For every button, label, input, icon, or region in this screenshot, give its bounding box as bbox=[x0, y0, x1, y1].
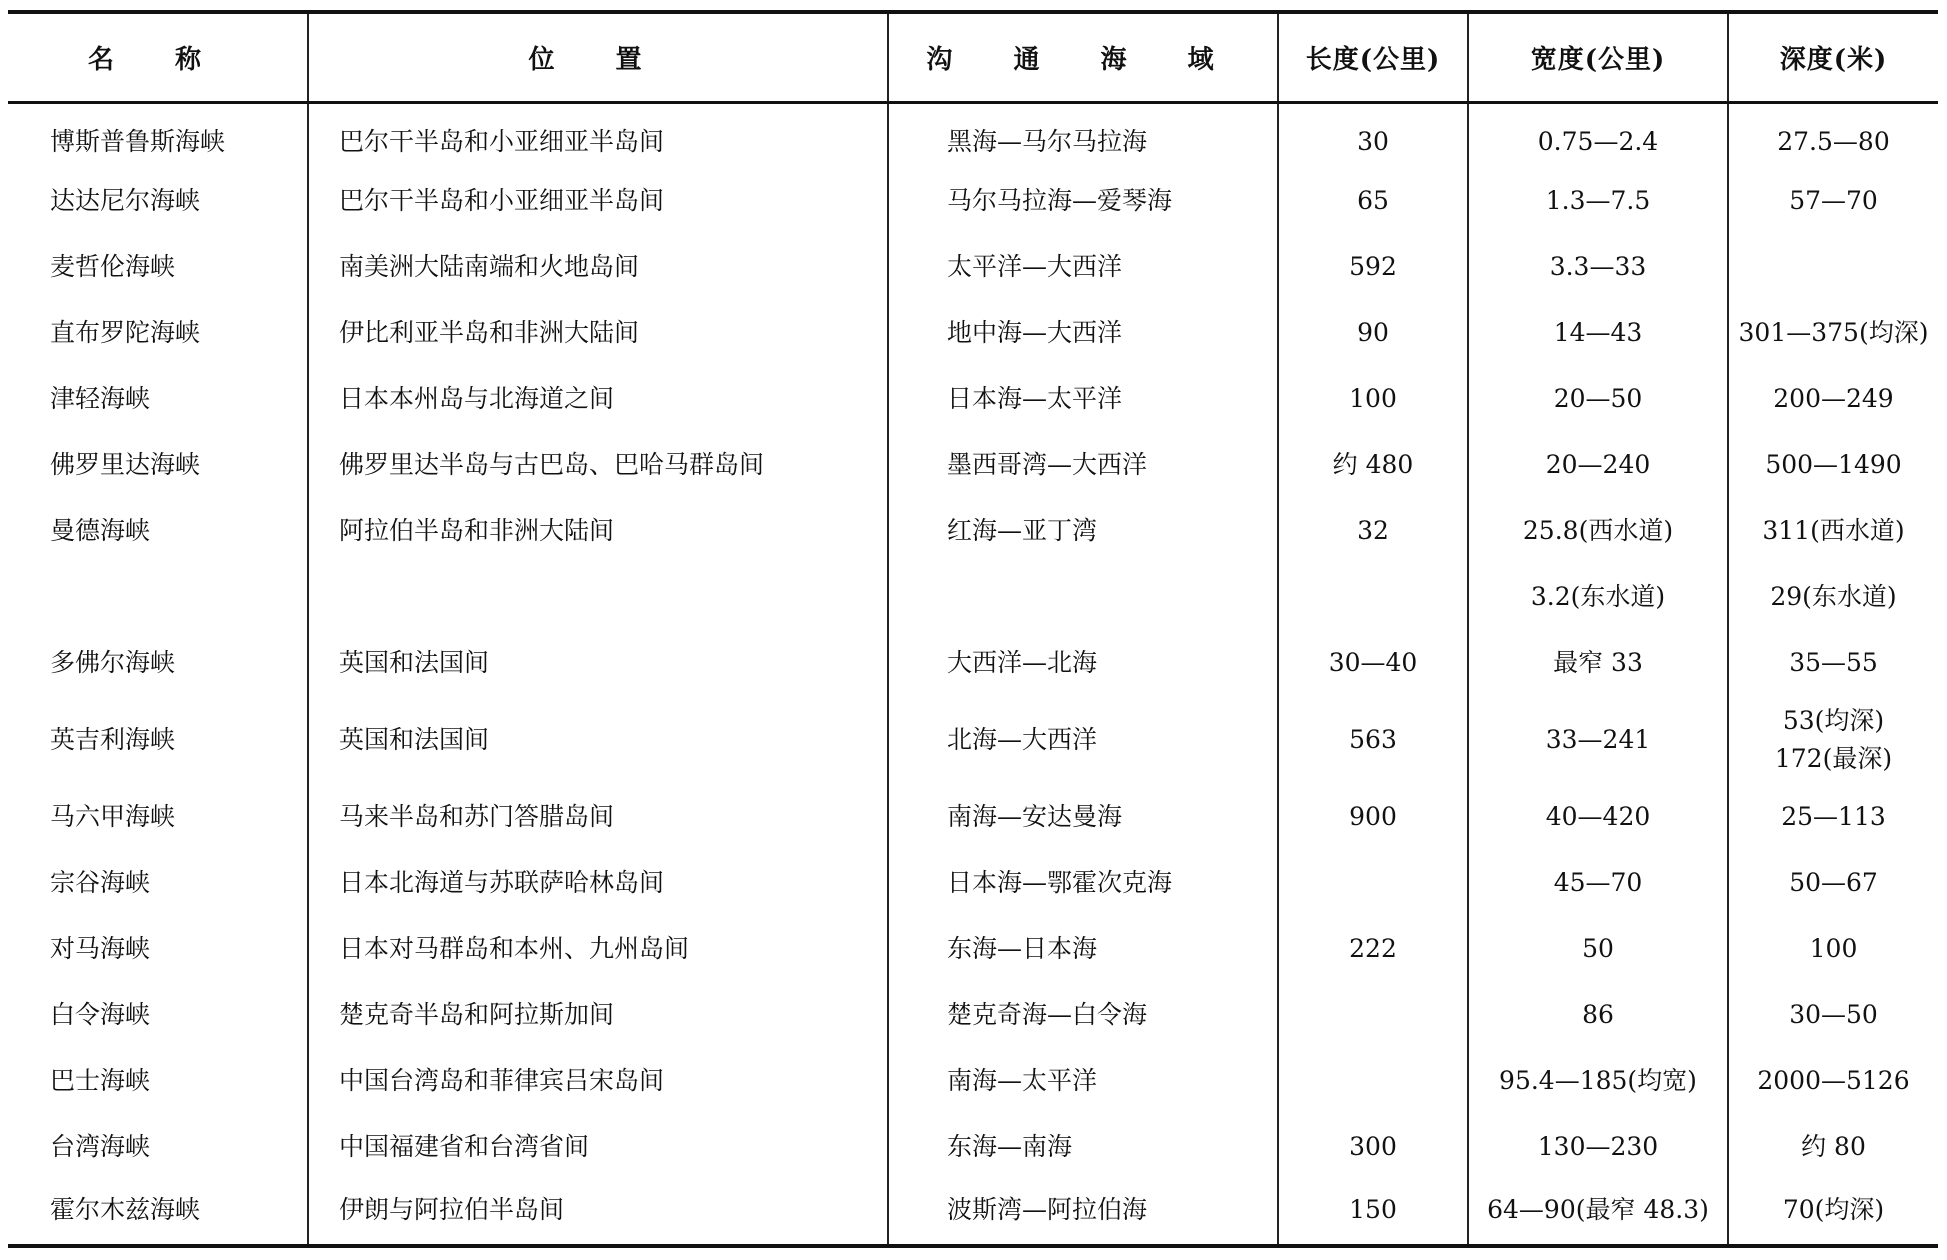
table-row bbox=[8, 630, 1938, 696]
cell-name: 白令海峡 bbox=[8, 982, 308, 1048]
cell-width bbox=[1468, 784, 1728, 850]
table-row bbox=[8, 432, 1938, 498]
cell-width bbox=[1468, 168, 1728, 234]
header-width: 宽度(公里) bbox=[1468, 12, 1728, 102]
cell-name: 巴士海峡 bbox=[8, 1048, 308, 1114]
cell-depth bbox=[1728, 916, 1938, 982]
cell-length bbox=[1278, 1048, 1468, 1114]
cell-depth bbox=[1728, 234, 1938, 300]
cell-depth bbox=[1728, 102, 1938, 168]
cell-depth bbox=[1728, 564, 1938, 630]
cell-position: 巴尔干半岛和小亚细亚半岛间 bbox=[308, 168, 888, 234]
cell-depth-line: 27.5—80 bbox=[1777, 126, 1890, 156]
cell-depth-line: 50—67 bbox=[1789, 868, 1878, 897]
cell-width-line: 86 bbox=[1582, 1000, 1614, 1029]
cell-width bbox=[1468, 498, 1728, 564]
cell-depth-line: 100 bbox=[1809, 934, 1858, 963]
cell-connects: 日本海—太平洋 bbox=[888, 366, 1278, 432]
table-row bbox=[8, 696, 1938, 784]
cell-name: 宗谷海峡 bbox=[8, 850, 308, 916]
table-row bbox=[8, 498, 1938, 564]
cell-length bbox=[1278, 982, 1468, 1048]
cell-depth bbox=[1728, 1048, 1938, 1114]
cell-name: 直布罗陀海峡 bbox=[8, 300, 308, 366]
cell-length: 592 bbox=[1278, 234, 1468, 300]
cell-connects: 南海—安达曼海 bbox=[888, 784, 1278, 850]
cell-length: 300 bbox=[1278, 1114, 1468, 1180]
cell-depth-line: 25—113 bbox=[1781, 802, 1886, 831]
cell-depth-line: 35—55 bbox=[1789, 648, 1878, 677]
cell-name: 佛罗里达海峡 bbox=[8, 432, 308, 498]
cell-length: 150 bbox=[1278, 1180, 1468, 1246]
cell-width bbox=[1468, 300, 1728, 366]
cell-depth bbox=[1728, 498, 1938, 564]
cell-width-line: 64—90(最窄 48.3) bbox=[1487, 1195, 1709, 1224]
cell-connects: 东海—日本海 bbox=[888, 916, 1278, 982]
cell-position: 中国台湾岛和菲律宾吕宋岛间 bbox=[308, 1048, 888, 1114]
cell-connects: 地中海—大西洋 bbox=[888, 300, 1278, 366]
cell-depth bbox=[1728, 630, 1938, 696]
header-connects: 沟 通 海 域 bbox=[888, 12, 1278, 102]
table-header bbox=[8, 12, 1938, 102]
cell-depth bbox=[1728, 432, 1938, 498]
cell-connects: 墨西哥湾—大西洋 bbox=[888, 432, 1278, 498]
cell-width bbox=[1468, 234, 1728, 300]
cell-length: 32 bbox=[1278, 498, 1468, 564]
cell-width bbox=[1468, 102, 1728, 168]
cell-name bbox=[8, 564, 308, 630]
cell-depth-line: 约 80 bbox=[1801, 1132, 1866, 1161]
cell-length: 100 bbox=[1278, 366, 1468, 432]
cell-depth-line: 30—50 bbox=[1789, 1000, 1878, 1029]
cell-depth bbox=[1728, 784, 1938, 850]
cell-connects: 大西洋—北海 bbox=[888, 630, 1278, 696]
cell-position: 英国和法国间 bbox=[308, 696, 888, 784]
table-row bbox=[8, 168, 1938, 234]
cell-depth bbox=[1728, 1114, 1938, 1180]
table-body bbox=[8, 102, 1938, 1246]
cell-name: 博斯普鲁斯海峡 bbox=[8, 102, 308, 168]
cell-width-line: 45—70 bbox=[1553, 868, 1643, 897]
straits-table-page bbox=[8, 10, 1938, 1248]
cell-width-line: 20—50 bbox=[1553, 384, 1643, 413]
cell-name: 曼德海峡 bbox=[8, 498, 308, 564]
cell-name: 台湾海峡 bbox=[8, 1114, 308, 1180]
cell-width-line: 3.3—33 bbox=[1549, 252, 1647, 281]
cell-connects: 波斯湾—阿拉伯海 bbox=[888, 1180, 1278, 1246]
cell-depth-line: 311(西水道) bbox=[1762, 516, 1905, 545]
cell-width-line: 1.3—7.5 bbox=[1545, 186, 1651, 215]
cell-connects: 太平洋—大西洋 bbox=[888, 234, 1278, 300]
cell-length: 900 bbox=[1278, 784, 1468, 850]
cell-depth-line: 70(均深) bbox=[1782, 1195, 1885, 1224]
cell-connects: 南海—太平洋 bbox=[888, 1048, 1278, 1114]
cell-position: 日本北海道与苏联萨哈林岛间 bbox=[308, 850, 888, 916]
cell-width bbox=[1468, 850, 1728, 916]
table-row bbox=[8, 850, 1938, 916]
cell-depth bbox=[1728, 982, 1938, 1048]
cell-position bbox=[308, 564, 888, 630]
cell-depth bbox=[1728, 850, 1938, 916]
cell-name: 多佛尔海峡 bbox=[8, 630, 308, 696]
cell-width-line: 95.4—185(均宽) bbox=[1499, 1066, 1697, 1095]
cell-position: 佛罗里达半岛与古巴岛、巴哈马群岛间 bbox=[308, 432, 888, 498]
cell-name: 马六甲海峡 bbox=[8, 784, 308, 850]
cell-width-line: 0.75—2.4 bbox=[1537, 126, 1659, 156]
cell-length: 65 bbox=[1278, 168, 1468, 234]
cell-depth bbox=[1728, 696, 1938, 784]
table-row bbox=[8, 982, 1938, 1048]
table-row bbox=[8, 366, 1938, 432]
cell-connects: 红海—亚丁湾 bbox=[888, 498, 1278, 564]
table-row bbox=[8, 916, 1938, 982]
cell-name: 麦哲伦海峡 bbox=[8, 234, 308, 300]
cell-name: 英吉利海峡 bbox=[8, 696, 308, 784]
cell-length: 90 bbox=[1278, 300, 1468, 366]
cell-width bbox=[1468, 432, 1728, 498]
cell-connects: 北海—大西洋 bbox=[888, 696, 1278, 784]
cell-width-line: 20—240 bbox=[1545, 450, 1651, 479]
table-row bbox=[8, 1048, 1938, 1114]
cell-width-line: 33—241 bbox=[1545, 725, 1651, 754]
cell-position: 巴尔干半岛和小亚细亚半岛间 bbox=[308, 102, 888, 168]
cell-width bbox=[1468, 916, 1728, 982]
header-row bbox=[8, 12, 1938, 102]
cell-width bbox=[1468, 1048, 1728, 1114]
cell-depth-line: 57—70 bbox=[1789, 186, 1878, 215]
cell-depth bbox=[1728, 300, 1938, 366]
cell-depth-line: 172(最深) bbox=[1774, 744, 1893, 773]
header-name: 名 称 bbox=[8, 12, 308, 102]
cell-width-line: 40—420 bbox=[1545, 802, 1651, 831]
cell-length: 563 bbox=[1278, 696, 1468, 784]
cell-length: 约 480 bbox=[1278, 432, 1468, 498]
cell-name: 津轻海峡 bbox=[8, 366, 308, 432]
table-row bbox=[8, 564, 1938, 630]
cell-depth bbox=[1728, 1180, 1938, 1246]
cell-position: 南美洲大陆南端和火地岛间 bbox=[308, 234, 888, 300]
cell-width-line: 130—230 bbox=[1537, 1132, 1659, 1161]
cell-position: 马来半岛和苏门答腊岛间 bbox=[308, 784, 888, 850]
cell-position: 伊朗与阿拉伯半岛间 bbox=[308, 1180, 888, 1246]
cell-width bbox=[1468, 1114, 1728, 1180]
table-row bbox=[8, 234, 1938, 300]
straits-table bbox=[8, 10, 1938, 1248]
cell-width-line: 14—43 bbox=[1553, 318, 1643, 347]
table-row bbox=[8, 102, 1938, 168]
table-row bbox=[8, 300, 1938, 366]
cell-connects: 黑海—马尔马拉海 bbox=[888, 102, 1278, 168]
cell-length: 30—40 bbox=[1278, 630, 1468, 696]
cell-width bbox=[1468, 982, 1728, 1048]
cell-length bbox=[1278, 564, 1468, 630]
cell-name: 对马海峡 bbox=[8, 916, 308, 982]
cell-depth-line: 200—249 bbox=[1773, 384, 1894, 413]
cell-depth-line: 53(均深) bbox=[1782, 706, 1885, 735]
header-length: 长度(公里) bbox=[1278, 12, 1468, 102]
cell-connects: 东海—南海 bbox=[888, 1114, 1278, 1180]
cell-depth bbox=[1728, 366, 1938, 432]
cell-position: 日本本州岛与北海道之间 bbox=[308, 366, 888, 432]
cell-depth-line: 500—1490 bbox=[1765, 450, 1902, 479]
cell-width-line: 最窄 33 bbox=[1553, 648, 1643, 677]
table-row bbox=[8, 784, 1938, 850]
cell-width bbox=[1468, 564, 1728, 630]
cell-width-line: 25.8(西水道) bbox=[1522, 516, 1674, 545]
cell-name: 达达尼尔海峡 bbox=[8, 168, 308, 234]
cell-width bbox=[1468, 630, 1728, 696]
cell-connects bbox=[888, 564, 1278, 630]
table-row bbox=[8, 1114, 1938, 1180]
cell-connects: 楚克奇海—白令海 bbox=[888, 982, 1278, 1048]
cell-name: 霍尔木兹海峡 bbox=[8, 1180, 308, 1246]
cell-length: 30 bbox=[1278, 102, 1468, 168]
cell-position: 楚克奇半岛和阿拉斯加间 bbox=[308, 982, 888, 1048]
cell-connects: 日本海—鄂霍次克海 bbox=[888, 850, 1278, 916]
header-depth: 深度(米) bbox=[1728, 12, 1938, 102]
cell-depth-line: 2000—5126 bbox=[1757, 1066, 1910, 1095]
cell-depth bbox=[1728, 168, 1938, 234]
cell-position: 日本对马群岛和本州、九州岛间 bbox=[308, 916, 888, 982]
cell-position: 阿拉伯半岛和非洲大陆间 bbox=[308, 498, 888, 564]
cell-width bbox=[1468, 366, 1728, 432]
header-position: 位 置 bbox=[308, 12, 888, 102]
cell-width-line: 3.2(东水道) bbox=[1530, 582, 1666, 611]
cell-width-line: 50 bbox=[1582, 934, 1614, 963]
cell-position: 英国和法国间 bbox=[308, 630, 888, 696]
cell-depth-line: 29(东水道) bbox=[1770, 582, 1897, 611]
cell-width bbox=[1468, 696, 1728, 784]
cell-depth-line: 301—375(均深) bbox=[1738, 318, 1929, 347]
cell-width bbox=[1468, 1180, 1728, 1246]
cell-connects: 马尔马拉海—爱琴海 bbox=[888, 168, 1278, 234]
table-row bbox=[8, 1180, 1938, 1246]
cell-length bbox=[1278, 850, 1468, 916]
cell-position: 中国福建省和台湾省间 bbox=[308, 1114, 888, 1180]
cell-length: 222 bbox=[1278, 916, 1468, 982]
cell-position: 伊比利亚半岛和非洲大陆间 bbox=[308, 300, 888, 366]
